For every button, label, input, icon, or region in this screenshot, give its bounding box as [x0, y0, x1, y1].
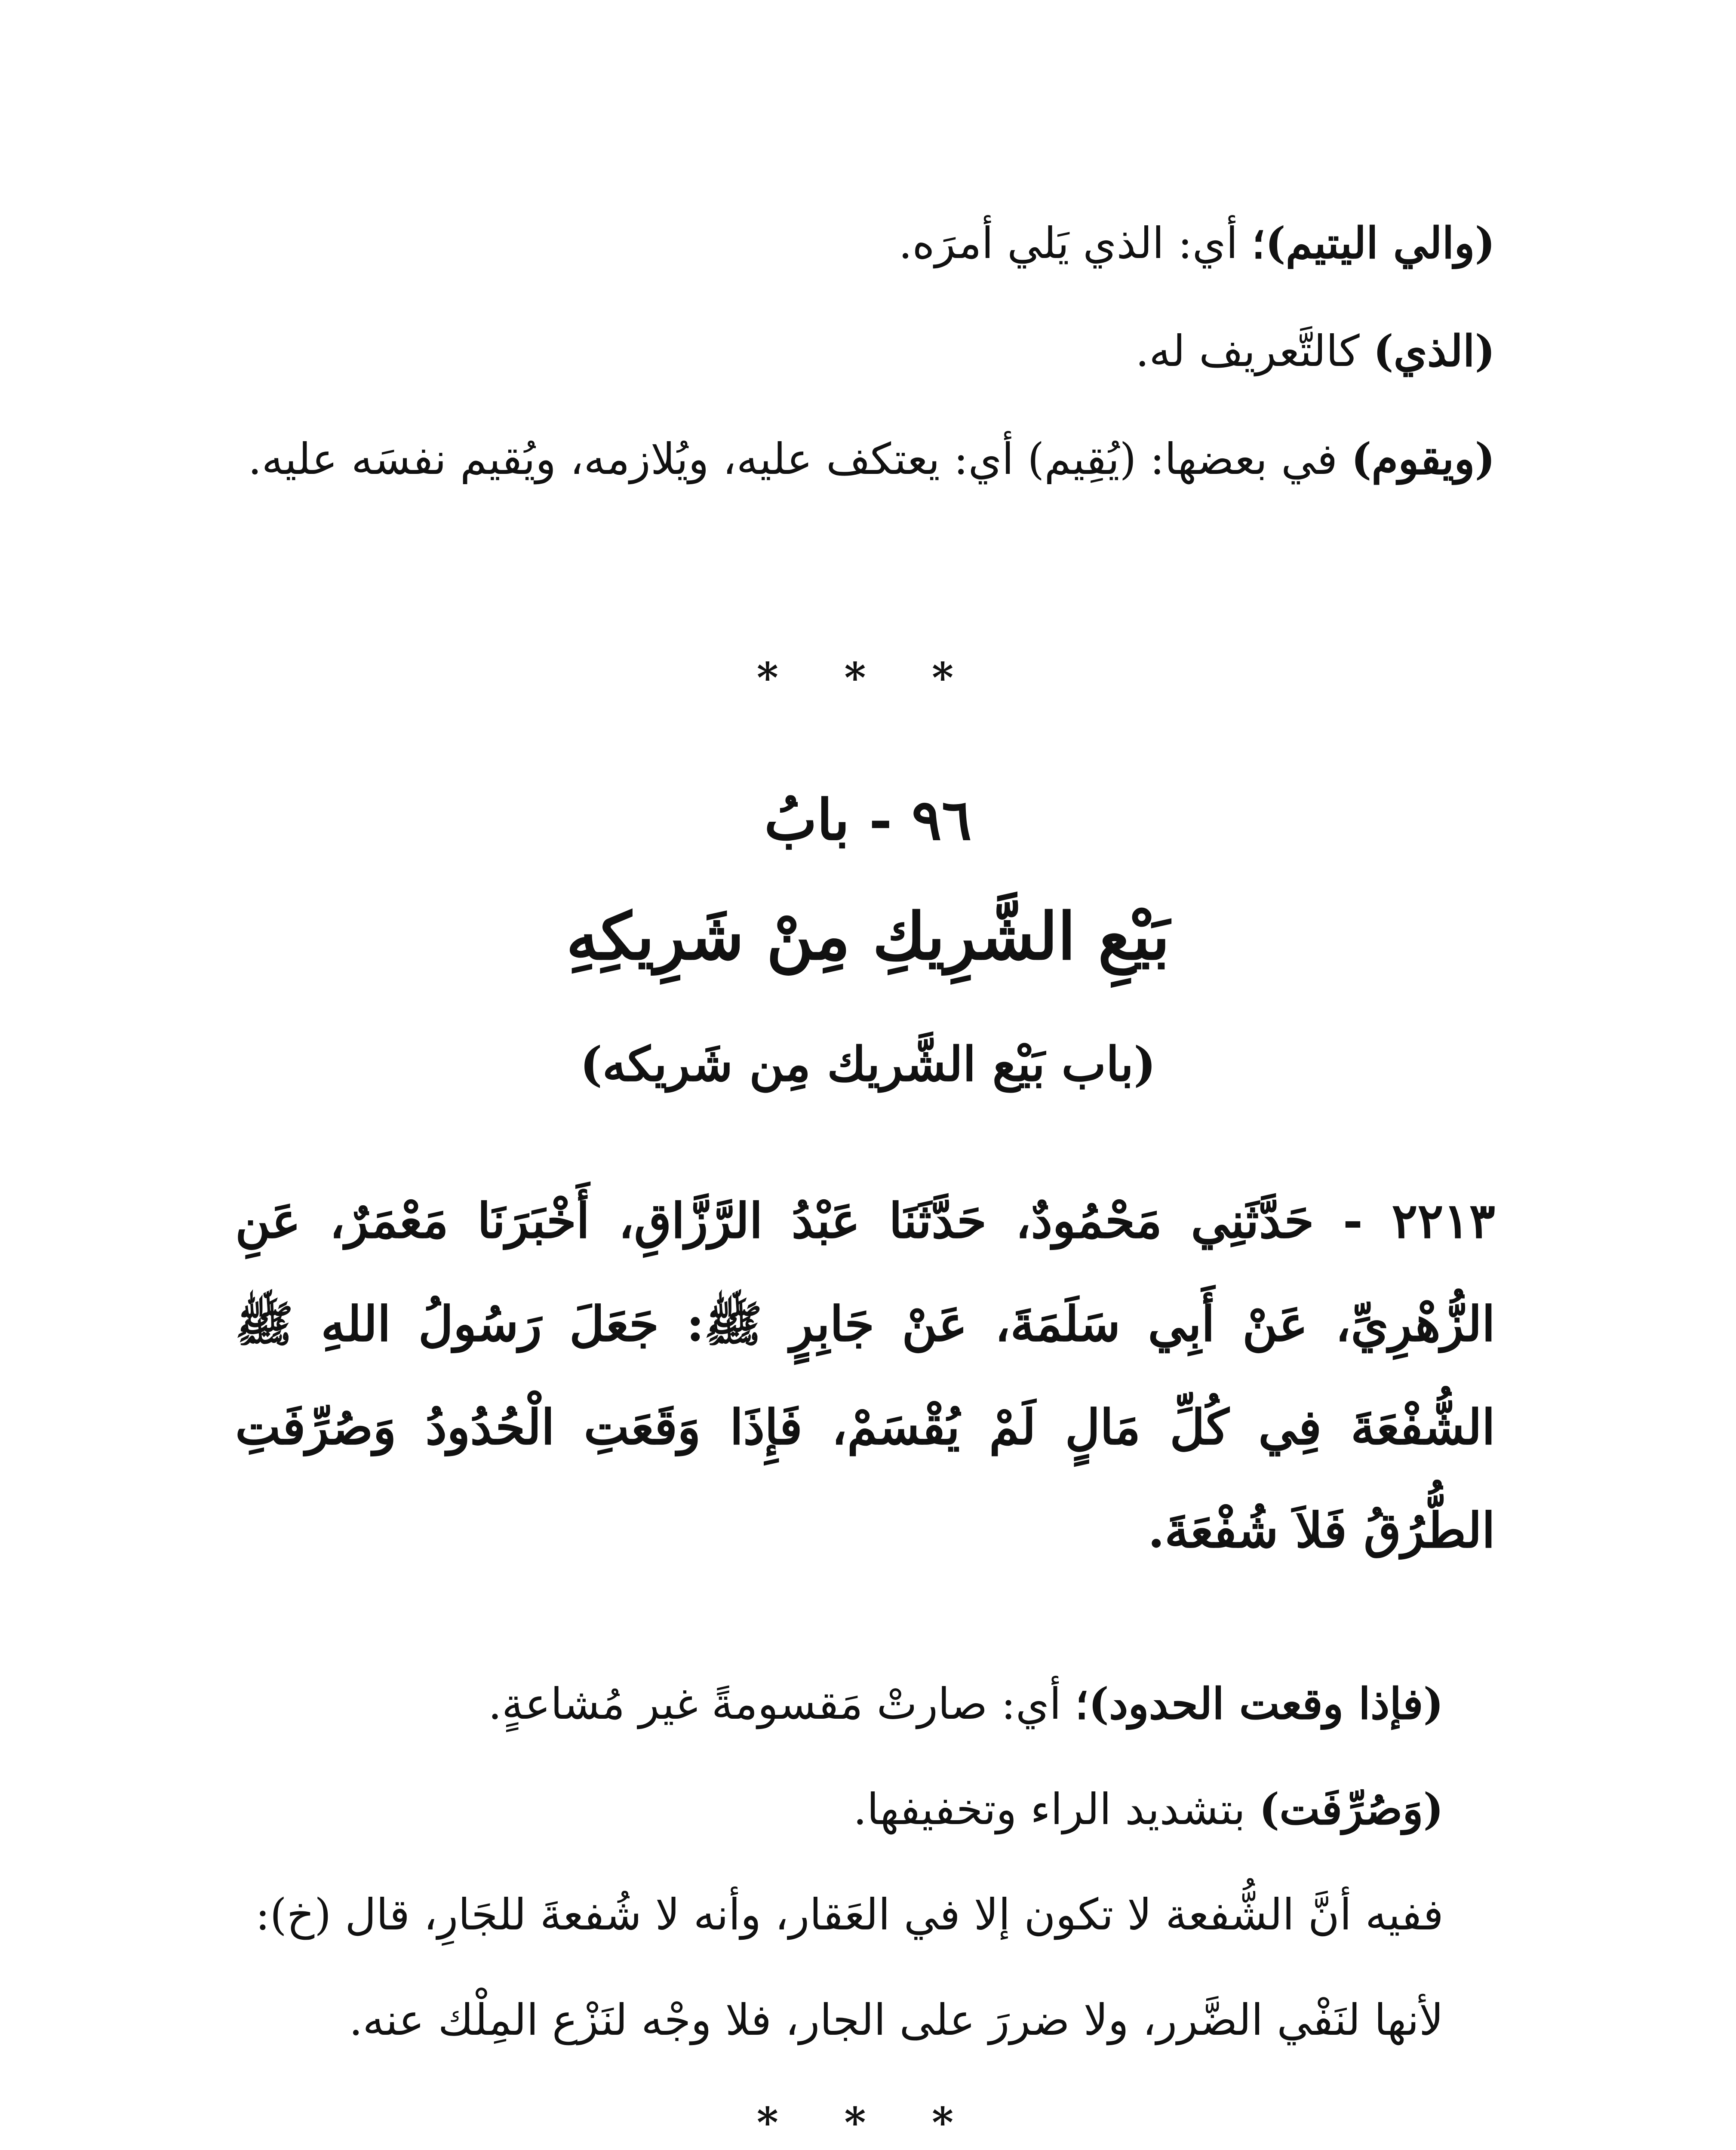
note-line: [235, 405, 1495, 513]
top-notes: [235, 189, 1495, 513]
section-separator: * * *: [756, 654, 980, 702]
commentary-text: أي: صارتْ مَقسومةً غير مُشاعةٍ.: [488, 1679, 1075, 1729]
note-text: كالتَّعريف له.: [1135, 326, 1373, 376]
note-line: [235, 297, 1495, 405]
note-term: (والي اليتيم)؛: [1251, 218, 1495, 268]
note-line: [235, 189, 1495, 297]
commentary: [235, 1651, 1495, 2073]
note-term: (الذي): [1373, 326, 1495, 376]
chapter-number: ٩٦ - بابُ: [764, 787, 972, 853]
hadith-text: ٢٢١٣ - حَدَّثَنِي مَحْمُودٌ، حَدَّثَنَا عَبْدُ الرَّزَّاقِ، أَخْبَرَنَا مَعْمَرٌ، عَنِ الزُّهْرِيِّ، عَنْ أَبِي سَلَمَةَ، عَنْ جَابِرٍ ﷺ: جَعَلَ رَسُولُ اللهِ ﷺ الشُّفْعَةَ فِي كُلِّ مَالٍ لَمْ يُقْسَمْ، فَإِذَا وَقَعَتِ الْحُدُودُ وَصُرِّفَتِ الطُّرُقُ فَلاَ شُفْعَةَ.: [235, 1193, 1496, 1559]
commentary-text: بتشديد الراء وتخفيفها.: [853, 1784, 1259, 1834]
note-text: في بعضها: (يُقِيم) أي: يعتكف عليه، ويُلازمه، ويُقيم نفسَه عليه.: [248, 434, 1352, 484]
commentary-text: ففيه أنَّ الشُّفعة لا تكون إلا في العَقار، وأنه لا شُفعةَ للجَارِ، قال (خ): لأنها لنَفْي الضَّرر، ولا ضررَ على الجار، فلا وجْه لنَزْع المِلْك عنه.: [255, 1889, 1444, 2045]
note-text: أي: الذي يَلي أمرَه.: [898, 218, 1252, 268]
chapter-title: بَيْعِ الشَّرِيكِ مِنْ شَرِيكِهِ: [566, 899, 1170, 974]
commentary-line: [235, 1862, 1495, 2073]
commentary-line: [235, 1651, 1495, 1757]
commentary-line: [235, 1757, 1495, 1862]
commentary-term: (فإذا وقعت الحدود)؛: [1075, 1678, 1444, 1729]
note-term: (ويقوم): [1351, 433, 1495, 484]
section-separator: * * *: [756, 2098, 980, 2147]
commentary-term: (وَصُرِّفَت): [1259, 1784, 1444, 1834]
chapter-subtitle: (باب بَيْع الشَّريك مِن شَريكه): [580, 1036, 1156, 1092]
